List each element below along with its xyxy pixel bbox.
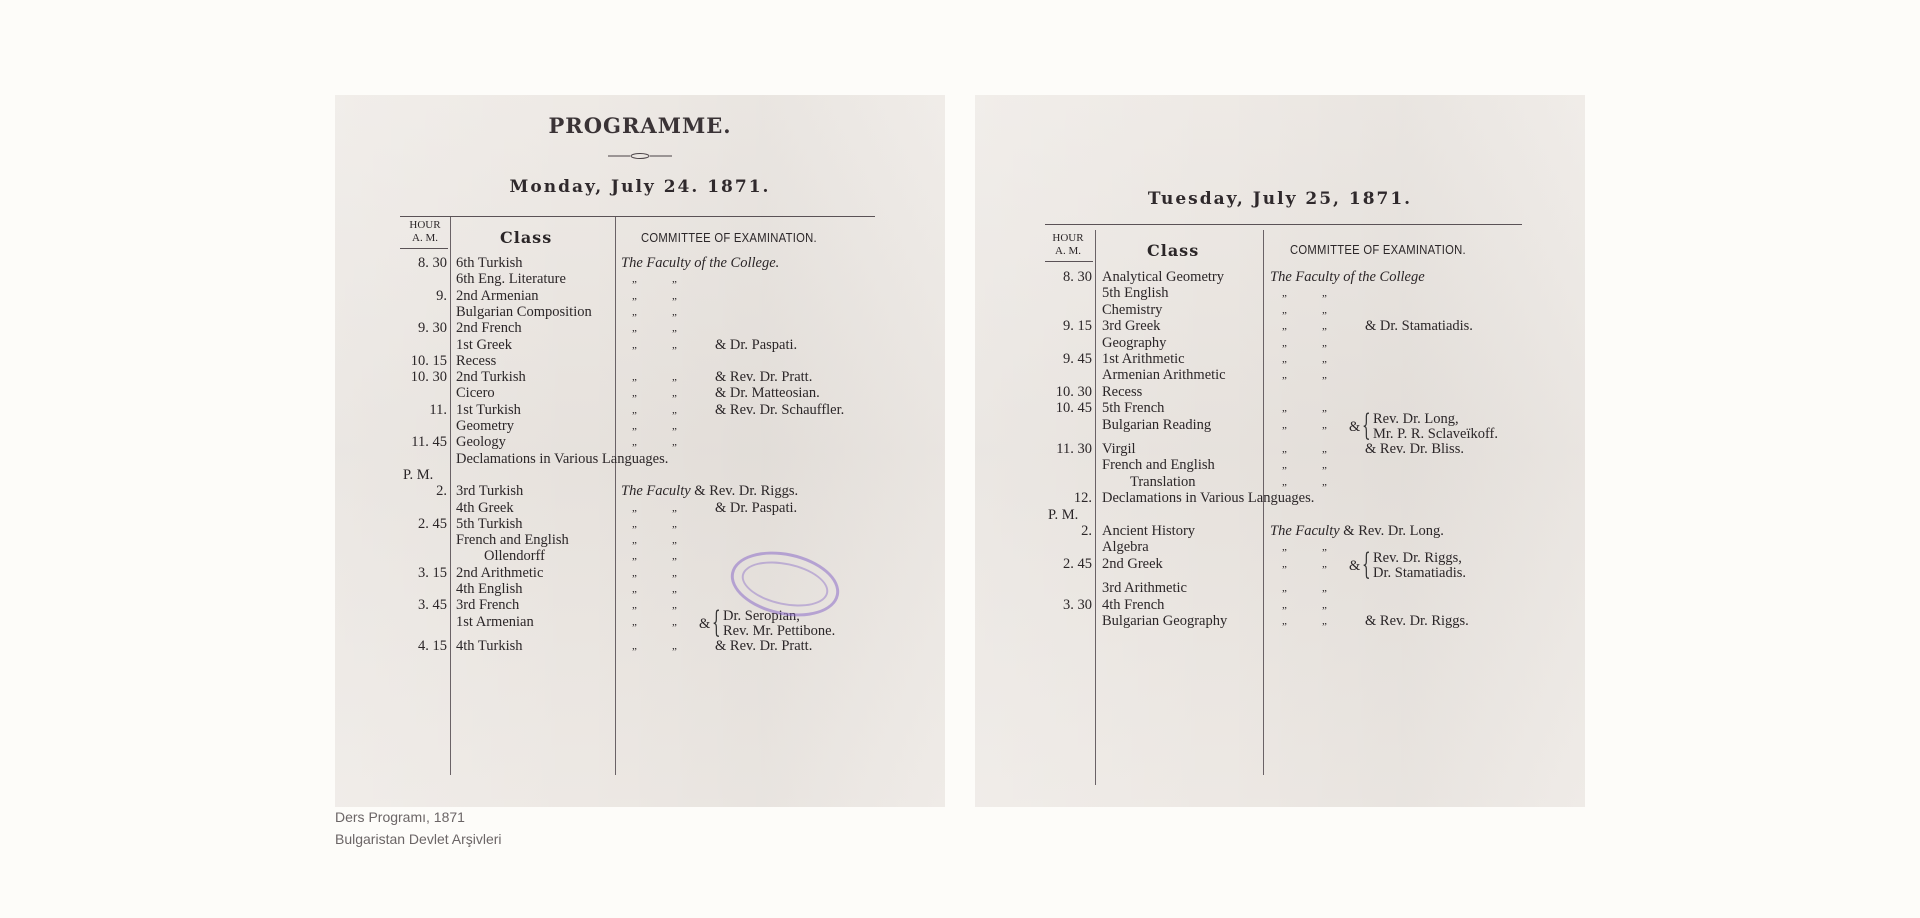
class-header: Class: [500, 228, 553, 247]
schedule-row: [335, 565, 945, 581]
programme-title: PROGRAMME.: [548, 113, 732, 138]
ditto-mark: „: [672, 403, 677, 416]
hour-cell: 11. 30: [1056, 441, 1092, 457]
schedule-row: [975, 474, 1585, 490]
hour-cell: 9.: [436, 287, 447, 304]
ditto-mark: „: [1282, 320, 1287, 333]
hour-cell: 8. 30: [1063, 269, 1092, 285]
ditto-mark: „: [632, 566, 637, 579]
ditto-mark: „: [632, 583, 637, 595]
committee-cell: & Dr. Paspati.: [715, 336, 798, 353]
ditto-mark: „: [672, 289, 677, 302]
class-cell: 5th French: [1102, 400, 1165, 417]
ditto-mark: „: [632, 322, 637, 335]
ampersand: &: [699, 615, 711, 632]
ditto-mark: „: [672, 387, 677, 400]
ditto-mark: „: [1322, 598, 1327, 611]
schedule-row: [975, 457, 1585, 473]
schedule-row: [335, 483, 945, 499]
class-cell: 3rd Greek: [1102, 318, 1161, 335]
ditto-mark: „: [1322, 557, 1327, 570]
committee-header: COMMITTEE OF EXAMINATION.: [641, 231, 817, 245]
hour-cell: P. M.: [1048, 506, 1079, 523]
ditto-mark: „: [632, 403, 637, 416]
hour-cell: 8. 30: [418, 255, 447, 271]
schedule-row: [975, 597, 1585, 613]
ditto-mark: „: [1282, 336, 1287, 349]
ditto-mark: „: [1282, 475, 1287, 488]
hour-cell: 9. 45: [1063, 351, 1092, 367]
ditto-mark: „: [672, 501, 677, 514]
ditto-mark: „: [672, 517, 677, 530]
ditto-mark: „: [1282, 303, 1287, 316]
class-cell: 5th Turkish: [456, 515, 523, 532]
class-cell: Declamations in Various Languages.: [456, 450, 669, 467]
committee-cell: & Dr. Paspati.: [715, 499, 798, 516]
class-cell: 1st Arithmetic: [1102, 351, 1185, 367]
hour-header: [405, 219, 445, 245]
schedule-row: [975, 302, 1585, 318]
ditto-mark: „: [672, 615, 677, 628]
ditto-mark: „: [632, 501, 637, 514]
class-cell: Bulgarian Geography: [1102, 613, 1228, 629]
class-cell: 3rd Arithmetic: [1102, 580, 1187, 597]
hour-cell: 9. 30: [418, 320, 447, 337]
date-heading: Monday, July 24. 1871.: [509, 177, 771, 197]
flourish-ornament: [608, 152, 672, 160]
class-cell: French and English: [456, 532, 569, 549]
schedule-row: [975, 285, 1585, 301]
schedule-row: [975, 335, 1585, 351]
hour-header-underline: [1045, 261, 1093, 262]
ditto-mark: „: [1282, 369, 1287, 382]
schedule-row: [335, 320, 945, 336]
ditto-mark: „: [1282, 287, 1287, 300]
schedule-row: [975, 507, 1585, 523]
ditto-mark: „: [1322, 303, 1327, 316]
ditto-mark: „: [1322, 287, 1327, 300]
class-cell: 6th Eng. Literature: [456, 271, 566, 288]
schedule-row: [335, 638, 945, 654]
schedule-row: [335, 369, 945, 385]
schedule-row: [335, 271, 945, 287]
ditto-mark: „: [672, 305, 677, 318]
schedule-row: [335, 353, 945, 369]
ditto-mark: „: [632, 387, 637, 400]
committee-member: Dr. Stamatiadis.: [1373, 564, 1467, 581]
committee-cell: & Rev. Dr. Schauffler.: [715, 401, 845, 418]
ditto-mark: „: [632, 639, 637, 652]
schedule-row: [975, 367, 1585, 383]
ditto-mark: „: [632, 289, 637, 302]
committee-member: Dr. Seropian,: [723, 607, 800, 624]
ditto-mark: „: [672, 322, 677, 335]
schedule-row: [975, 351, 1585, 367]
brace-mark: {: [1362, 407, 1371, 443]
committee-member: Rev. Mr. Pettibone.: [723, 622, 836, 639]
hour-cell: 2.: [436, 483, 447, 500]
schedule-row: [335, 467, 945, 483]
ditto-mark: „: [672, 599, 677, 612]
class-cell: 3rd Turkish: [456, 483, 524, 500]
hour-cell: 9. 15: [1063, 318, 1092, 335]
schedule-row: [335, 532, 945, 548]
class-cell: 4th English: [456, 581, 523, 597]
header-rule: [1045, 224, 1522, 225]
schedule-row: [335, 304, 945, 320]
class-cell: Analytical Geometry: [1102, 269, 1224, 285]
class-cell: Ancient History: [1102, 523, 1196, 539]
schedule-row: [975, 490, 1585, 506]
committee-member: Mr. P. R. Sclaveïkoff.: [1373, 425, 1498, 442]
class-cell: 4th Turkish: [456, 637, 523, 654]
class-cell: Virgil: [1102, 441, 1136, 457]
ditto-mark: „: [632, 550, 637, 563]
hour-cell: 4. 15: [418, 637, 447, 654]
ditto-mark: „: [672, 273, 677, 286]
ditto-mark: „: [672, 566, 677, 579]
ditto-mark: „: [672, 534, 677, 547]
hour-cell: P. M.: [403, 466, 434, 483]
class-cell: Ollendorff: [484, 548, 545, 565]
schedule-row: [975, 384, 1585, 400]
class-cell: Chemistry: [1102, 301, 1163, 318]
class-cell: 1st Greek: [456, 336, 512, 353]
class-cell: 3rd French: [456, 597, 520, 614]
faculty-label: The Faculty: [1270, 523, 1340, 539]
ditto-mark: „: [1322, 402, 1327, 415]
schedule-row: [335, 500, 945, 516]
schedule-row: [975, 539, 1585, 555]
ditto-mark: „: [1282, 418, 1287, 431]
class-cell: Bulgarian Reading: [1102, 416, 1212, 433]
class-cell: Declamations in Various Languages.: [1102, 490, 1315, 507]
committee-member: Rev. Dr. Long,: [1373, 410, 1459, 427]
committee-cell: The Faculty & Rev. Dr. Long.: [1270, 523, 1444, 539]
hour-cell: 3. 30: [1063, 596, 1092, 613]
hour-cell: 3. 45: [418, 597, 447, 614]
class-cell: Geography: [1102, 334, 1167, 351]
class-cell: Translation: [1130, 473, 1196, 490]
ditto-mark: „: [1322, 443, 1327, 455]
class-cell: 2nd Greek: [1102, 555, 1163, 572]
hour-cell: 10. 45: [1055, 400, 1092, 417]
ditto-mark: „: [632, 371, 637, 384]
ditto-mark: „: [1322, 418, 1327, 431]
schedule-row: [335, 434, 945, 450]
class-cell: Bulgarian Composition: [456, 303, 592, 320]
ditto-mark: „: [672, 420, 677, 432]
ditto-mark: „: [672, 550, 677, 563]
class-cell: 4th French: [1102, 596, 1165, 613]
am-label: A. M.: [412, 232, 438, 244]
ditto-mark: „: [1282, 402, 1287, 415]
date-heading: Tuesday, July 25, 1871.: [1147, 189, 1413, 209]
schedule-row: [975, 441, 1585, 457]
committee-cell: The Faculty & Rev. Dr. Riggs.: [621, 483, 799, 500]
hour-header-underline: [400, 248, 448, 249]
ditto-mark: „: [672, 436, 677, 449]
hour-cell: 10. 30: [1055, 383, 1092, 400]
class-cell: 4th Greek: [456, 499, 514, 516]
ditto-mark: „: [672, 583, 677, 595]
faculty-label: The Faculty: [621, 483, 691, 500]
committee-cell: & Dr. Matteosian.: [715, 385, 820, 402]
brace-mark: {: [712, 604, 721, 640]
class-cell: Geometry: [456, 418, 514, 434]
committee-cell: & Rev. Dr. Riggs.: [1365, 613, 1469, 629]
hour-label: HOUR: [1052, 232, 1084, 244]
ditto-mark: „: [1322, 582, 1327, 595]
class-cell: 2nd Turkish: [456, 369, 526, 386]
ditto-mark: „: [1322, 615, 1327, 627]
ditto-mark: „: [1322, 369, 1327, 382]
schedule-row: [335, 597, 945, 613]
schedule-row: [975, 269, 1585, 285]
hour-cell: 3. 15: [418, 564, 447, 581]
class-cell: Recess: [1102, 383, 1143, 400]
hour-cell: 10. 30: [410, 369, 447, 386]
ditto-mark: „: [672, 338, 677, 351]
schedule-row: [335, 418, 945, 434]
schedule-row: [335, 337, 945, 353]
schedule-row: [335, 548, 945, 564]
ditto-mark: „: [632, 615, 637, 628]
class-cell: 1st Turkish: [456, 401, 521, 418]
hour-cell: 11.: [429, 401, 447, 418]
class-cell: 2nd Arithmetic: [456, 564, 544, 581]
hour-cell: 12.: [1073, 490, 1092, 507]
schedule-row: [975, 580, 1585, 596]
schedule-row: [975, 318, 1585, 334]
schedule-row: [335, 451, 945, 467]
brace-mark: {: [1362, 546, 1371, 582]
ditto-mark: „: [632, 420, 637, 432]
class-cell: Cicero: [456, 385, 495, 402]
hour-cell: 2. 45: [1063, 555, 1092, 572]
ditto-mark: „: [1282, 443, 1287, 455]
hour-cell: 2.: [1081, 523, 1092, 539]
class-cell: 2nd French: [456, 320, 522, 337]
schedule-row: [975, 400, 1585, 416]
schedule-row: [335, 385, 945, 401]
ditto-mark: „: [632, 534, 637, 547]
hour-cell: 11. 45: [411, 434, 447, 451]
class-header: Class: [1147, 241, 1200, 260]
class-cell: French and English: [1102, 457, 1215, 474]
class-cell: 6th Turkish: [456, 255, 523, 271]
hour-cell: 10. 15: [410, 352, 447, 369]
hour-header: [1048, 232, 1088, 258]
ditto-mark: „: [1322, 353, 1327, 365]
schedule-row: [335, 516, 945, 532]
committee-cell: The Faculty of the College.: [621, 255, 780, 271]
class-cell: Geology: [456, 434, 506, 451]
ditto-mark: „: [1322, 475, 1327, 488]
ditto-mark: „: [672, 639, 677, 652]
ampersand: &: [1349, 418, 1361, 435]
class-cell: 2nd Armenian: [456, 287, 539, 304]
ditto-mark: „: [632, 305, 637, 318]
programme-page-monday: [335, 95, 945, 807]
class-cell: 1st Armenian: [456, 613, 534, 630]
ditto-mark: „: [1282, 557, 1287, 570]
class-cell: Recess: [456, 352, 497, 369]
committee-member: Rev. Dr. Riggs,: [1373, 549, 1462, 566]
committee-cell: & Rev. Dr. Pratt.: [715, 369, 813, 386]
schedule-row: [335, 581, 945, 597]
committee-cell: & Rev. Dr. Pratt.: [715, 637, 813, 654]
caption-source: Bulgaristan Devlet Arşivleri: [335, 831, 502, 847]
hour-label: HOUR: [409, 219, 441, 231]
caption-title: Ders Programı, 1871: [335, 809, 465, 825]
programme-page-tuesday: [975, 95, 1585, 807]
schedule-row: [975, 613, 1585, 629]
header-rule: [400, 216, 875, 217]
schedule-row: [335, 402, 945, 418]
schedule-row: [335, 255, 945, 271]
class-cell: Algebra: [1102, 539, 1149, 556]
ditto-mark: „: [1282, 582, 1287, 595]
schedule-row: [335, 288, 945, 304]
committee-header: COMMITTEE OF EXAMINATION.: [1290, 243, 1466, 257]
ditto-mark: „: [1282, 459, 1287, 472]
ditto-mark: „: [1322, 459, 1327, 472]
schedule-row: [975, 523, 1585, 539]
class-cell: 5th English: [1102, 285, 1169, 302]
ditto-mark: „: [1282, 598, 1287, 611]
ampersand: &: [1349, 557, 1361, 574]
ditto-mark: „: [632, 273, 637, 286]
ditto-mark: „: [632, 436, 637, 449]
committee-cell: & Dr. Stamatiadis.: [1365, 318, 1473, 335]
ditto-mark: „: [1282, 353, 1287, 365]
hour-cell: 2. 45: [418, 515, 447, 532]
ditto-mark: „: [1322, 320, 1327, 333]
am-label: A. M.: [1055, 245, 1081, 257]
committee-cell: & Rev. Dr. Bliss.: [1365, 441, 1464, 457]
class-cell: Armenian Arithmetic: [1102, 367, 1226, 384]
ditto-mark: „: [632, 338, 637, 351]
ditto-mark: „: [632, 599, 637, 612]
committee-cell: The Faculty of the College: [1270, 269, 1425, 285]
ditto-mark: „: [1282, 541, 1287, 554]
ditto-mark: „: [672, 371, 677, 384]
ditto-mark: „: [1322, 541, 1327, 554]
ditto-mark: „: [1282, 615, 1287, 627]
ditto-mark: „: [632, 517, 637, 530]
ditto-mark: „: [1322, 336, 1327, 349]
